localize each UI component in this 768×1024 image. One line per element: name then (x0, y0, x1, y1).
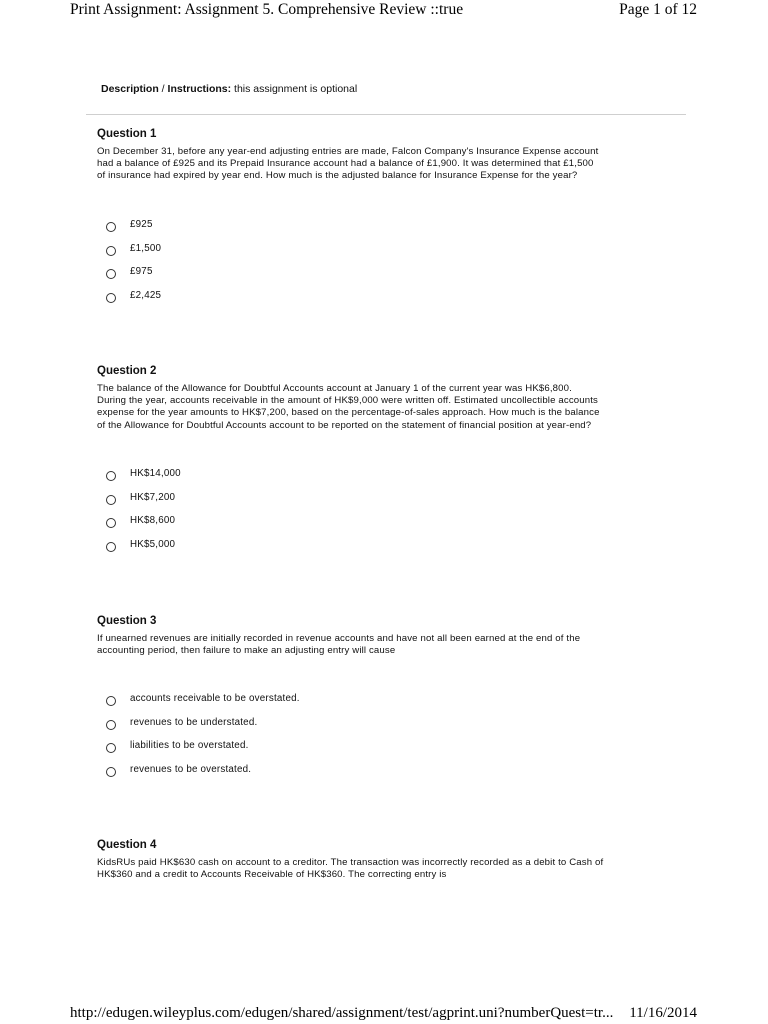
answer-option[interactable] (97, 487, 497, 511)
answer-option[interactable] (97, 688, 497, 712)
description-separator: / (158, 83, 168, 95)
answer-option[interactable] (97, 463, 497, 487)
radio-button[interactable] (106, 246, 116, 256)
radio-button[interactable] (106, 495, 116, 505)
question-title: Question 3 (97, 615, 157, 627)
print-footer (0, 1005, 768, 1024)
question-title: Question 1 (97, 128, 157, 140)
radio-button[interactable] (106, 222, 116, 232)
radio-button[interactable] (106, 696, 116, 706)
assignment-description (101, 83, 357, 95)
page-number: Page 1 of 12 (619, 1, 697, 18)
radio-button[interactable] (106, 720, 116, 730)
question-4 (97, 839, 677, 881)
question-text: If unearned revenues are initially recorded in revenue accounts and have not all been earned at the end of the accounting period, then failure to make an adjusting entry will cause (97, 633, 581, 657)
print-header (0, 0, 768, 22)
question-3 (97, 615, 677, 775)
answer-option[interactable] (97, 285, 497, 309)
answer-option[interactable] (97, 238, 497, 262)
description-label: Description (101, 83, 159, 95)
option-label: revenues to be overstated. (130, 763, 252, 775)
radio-button[interactable] (106, 743, 116, 753)
option-label: revenues to be understated. (130, 716, 258, 728)
answer-option[interactable] (97, 534, 497, 558)
question-text: On December 31, before any year-end adjusting entries are made, Falcon Company's Insurance Expense account had a balance of £925 and its Prepaid Insurance account had a balance of £1,900. It was determined that £1,500 of insurance had expired by year end. How much is the adjusted balance for Insurance Expense for the year? (97, 146, 599, 182)
option-label: £975 (130, 266, 153, 278)
option-label: HK$7,200 (130, 491, 176, 503)
print-date: 11/16/2014 (629, 1005, 697, 1021)
option-label: HK$14,000 (130, 468, 181, 480)
option-label: HK$8,600 (130, 515, 176, 527)
question-text: KidsRUs paid HK$630 cash on account to a creditor. The transaction was incorrectly recorded as a debit to Cash of HK$360 and a credit to Accounts Receivable of HK$360. The correcting entry is (97, 857, 604, 881)
answer-options (97, 463, 497, 557)
radio-button[interactable] (106, 542, 116, 552)
option-label: liabilities to be overstated. (130, 740, 249, 752)
description-text: this assignment is optional (231, 83, 358, 95)
page-url: http://edugen.wileyplus.com/edugen/shared/assignment/test/agprint.uni?numberQuest=tr... (70, 1005, 614, 1021)
answer-option[interactable] (97, 214, 497, 238)
option-label: £1,500 (130, 242, 162, 254)
radio-button[interactable] (106, 471, 116, 481)
option-label: HK$5,000 (130, 538, 176, 550)
option-label: £925 (130, 219, 153, 231)
question-1 (97, 128, 677, 301)
answer-option[interactable] (97, 510, 497, 534)
option-label: £2,425 (130, 289, 162, 301)
radio-button[interactable] (106, 518, 116, 528)
radio-button[interactable] (106, 293, 116, 303)
question-2 (97, 365, 677, 550)
question-title: Question 2 (97, 365, 157, 377)
option-label: accounts receivable to be overstated. (130, 693, 300, 705)
instructions-label: Instructions: (167, 83, 232, 95)
print-title: Print Assignment: Assignment 5. Comprehensive Review ::true (70, 1, 464, 18)
answer-option[interactable] (97, 712, 497, 736)
radio-button[interactable] (106, 269, 116, 279)
answer-options (97, 214, 497, 308)
answer-option[interactable] (97, 261, 497, 285)
answer-option[interactable] (97, 759, 497, 783)
answer-option[interactable] (97, 735, 497, 759)
answer-options (97, 688, 497, 782)
radio-button[interactable] (106, 767, 116, 777)
question-title: Question 4 (97, 839, 157, 851)
section-divider (86, 114, 686, 115)
question-text: The balance of the Allowance for Doubtful Accounts account at January 1 of the current year was HK$6,800. During the year, accounts receivable in the amount of HK$9,000 were written off. Estimated uncollectible accounts expense for the year amounts to HK$7,200, based on the percentage-of-sales approach. How much is the balance of the Allowance for Doubtful Accounts account to be reported on the statement of financial position at year-end? (97, 383, 600, 431)
